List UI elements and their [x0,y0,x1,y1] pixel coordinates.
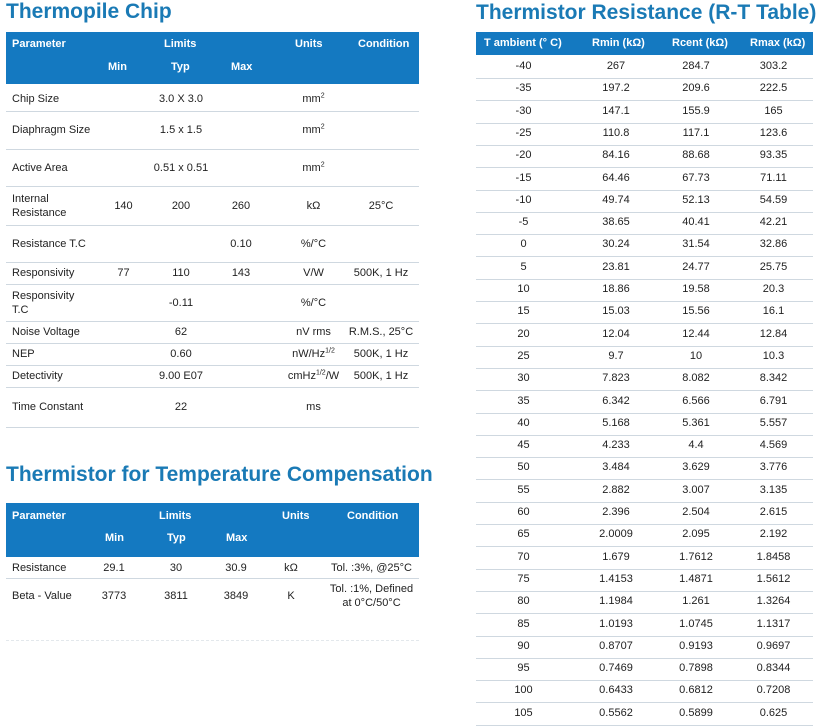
table-row [6,387,419,428]
t-ambient-cell: 30 [517,372,530,385]
table-row [476,480,813,503]
rmin-cell: 9.7 [608,349,624,362]
header-rmin: Rmin (kΩ) [592,37,645,49]
compensation-title: Thermistor for Temperature Compensation [6,463,433,486]
parameter-cell: NEP [12,348,35,360]
rcent-cell: 6.566 [682,394,710,407]
condition-cell: 500K, 1 Hz [353,267,409,279]
rcent-cell: 284.7 [682,60,710,72]
parameter-cell: Time Constant [12,401,84,413]
rmax-cell: 3.776 [759,461,788,474]
rmax-cell: 5.557 [759,416,788,429]
max-cell: 3849 [223,590,249,602]
units-cell: K [287,590,295,602]
rcent-cell: 5.361 [682,416,710,429]
rmin-cell: 30.24 [602,238,630,251]
table-row [476,614,813,637]
rmax-cell: 303.2 [759,60,788,72]
rt-table-header [476,32,813,55]
t-ambient-cell: 15 [517,305,530,318]
rmax-cell: 71.11 [760,171,787,184]
rmin-cell: 147.1 [602,104,630,117]
table-row [476,212,813,235]
table-row [476,658,813,681]
rmax-cell: 4.569 [759,439,788,452]
table-row [476,368,813,391]
rmin-cell: 84.16 [602,149,630,162]
unit-text: mm [302,124,321,136]
rmin-cell: 0.6433 [599,684,633,697]
rmax-cell: 93.35 [759,149,788,162]
rmin-cell: 2.0009 [599,528,633,541]
t-ambient-cell: 10 [517,283,530,295]
rmin-cell: 23.81 [602,260,630,273]
header-rmax: Rmax (kΩ) [750,37,806,49]
header-parameter: Parameter [12,38,66,50]
units-cell [271,199,356,213]
typ-cell: 200 [171,199,191,212]
table-row [476,636,813,659]
rmax-cell: 1.1317 [756,617,791,630]
rcent-cell: 52.13 [682,193,710,206]
typ-cell: 3811 [164,590,188,602]
rcent-cell: 15.56 [682,305,710,318]
condition-cell: R.M.S., 25°C [348,326,414,338]
rcent-cell: 2.504 [682,506,710,518]
header-limits: Limits [164,38,197,50]
rmin-cell: 2.882 [602,483,630,496]
typ-cell: 62 [174,326,188,338]
rmin-cell: 1.0193 [599,617,633,630]
unit-superscript: 1/2 [315,369,326,377]
t-ambient-cell: 100 [514,684,533,697]
units-cell [271,347,356,361]
rmin-cell: 7.823 [602,372,630,385]
table-row [6,343,419,366]
rmin-cell: 2.396 [602,506,630,518]
condition-cell: Tol. :3%, @25°C [331,561,412,574]
table-row [476,257,813,280]
table-row [476,391,813,414]
rcent-cell: 0.7898 [679,662,713,675]
rcent-cell: 1.7612 [679,550,713,563]
units-cell [271,325,356,339]
units-cell: kΩ [284,561,298,574]
typ-cell: 30 [169,561,183,574]
table-row [6,284,419,322]
rt-table-title: Thermistor Resistance (R-T Table) [476,1,817,24]
table-row [476,524,813,547]
table-row [476,457,813,480]
t-ambient-cell: 25 [517,349,530,362]
rmin-cell: 0.8707 [599,639,633,652]
t-ambient-cell: -40 [515,60,532,72]
rmax-cell: 0.7208 [756,684,791,697]
t-ambient-cell: -10 [515,193,532,206]
compensation-table-header [6,503,419,557]
table-row [6,186,419,226]
header-rcent: Rcent (kΩ) [672,37,728,49]
rcent-cell: 12.44 [682,327,710,340]
table-row [476,346,813,369]
rmin-cell: 4.233 [602,439,630,452]
table-row [6,262,419,285]
t-ambient-cell: 35 [517,394,530,407]
rmax-cell: 16.1 [762,305,785,318]
units-cell [271,161,356,175]
rmax-cell: 0.8344 [756,662,791,675]
rmin-cell: 267 [606,60,626,72]
table-row [476,680,813,703]
header-units: Units [282,510,310,522]
units-cell [271,296,356,310]
unit-text: cmHz [287,370,316,382]
parameter-cell: Active Area [12,161,68,174]
rcent-cell: 88.68 [682,149,710,162]
rmax-cell: 1.8458 [756,550,791,563]
header-condition: Condition [358,38,410,50]
rcent-cell: 2.095 [682,528,710,541]
t-ambient-cell: 50 [517,461,530,474]
rcent-cell: 0.6812 [679,684,713,697]
t-ambient-cell: 65 [517,528,530,541]
table-row [6,111,419,150]
parameter-cell: Noise Voltage [12,326,80,338]
rcent-cell: 40.41 [682,216,710,229]
parameter-cell: Chip Size [12,92,60,105]
t-ambient-cell: 75 [517,572,530,585]
rmin-cell: 1.679 [602,550,630,563]
table-row [6,321,419,344]
table-row [476,301,813,324]
parameter-cell: Detectivity [12,370,63,382]
rcent-cell: 67.73 [682,171,710,184]
min-cell: 77 [117,267,130,279]
typ-cell: 3.0 X 3.0 [158,92,204,105]
t-ambient-cell: 20 [517,327,530,340]
rcent-cell: 19.58 [682,283,710,295]
typ-cell: 1.5 x 1.5 [159,124,203,136]
table-row [476,413,813,436]
max-cell: 0.10 [230,237,252,250]
rcent-cell: 1.261 [682,595,710,608]
rmax-cell: 0.9697 [756,639,791,652]
table-row [476,435,813,458]
parameter-cell: Beta - Value [12,590,72,602]
rmax-cell: 123.6 [759,126,788,139]
table-row [476,234,813,257]
header-min: Min [105,532,124,544]
t-ambient-cell: 85 [517,617,530,630]
t-ambient-cell: 55 [517,483,530,496]
rmax-cell: 12.84 [759,327,788,340]
rcent-cell: 3.007 [682,483,710,496]
unit-text: ms [306,401,321,413]
rmax-cell: 42.21 [759,216,788,229]
rcent-cell: 1.0745 [679,617,713,630]
parameter-cell: Resistance T.C [12,237,86,250]
table-row [6,365,419,388]
table-row [476,101,813,124]
t-ambient-cell: 45 [517,439,530,452]
table-row [476,190,813,213]
table-row [476,591,813,614]
rmax-cell: 54.59 [759,193,788,206]
unit-text: nW/Hz [292,348,326,360]
rmin-cell: 15.03 [602,305,630,318]
rmin-cell: 64.46 [602,171,630,184]
header-typ: Typ [171,61,190,73]
rmin-cell: 18.86 [602,283,630,295]
rmax-cell: 0.625 [759,706,788,719]
table-row [476,279,813,302]
header-parameter: Parameter [12,510,66,522]
rmin-cell: 49.74 [602,193,630,206]
thermopile-chip-title: Thermopile Chip [6,0,172,23]
min-cell: 3773 [101,590,127,602]
rcent-cell: 8.082 [682,372,710,385]
rmin-cell: 5.168 [602,416,630,429]
units-cell [271,400,356,414]
rmax-cell: 3.135 [759,483,788,496]
table-row [476,547,813,570]
rmax-cell: 20.3 [762,283,785,295]
header-min: Min [108,61,127,73]
t-ambient-cell: -15 [515,171,532,184]
unit-superscript: 2 [320,123,325,131]
rcent-cell: 0.5899 [679,706,713,719]
table-row [476,703,813,726]
rcent-cell: 155.9 [682,104,710,117]
t-ambient-cell: 60 [517,506,530,518]
t-ambient-cell: 40 [517,416,530,429]
table-row [6,225,419,263]
unit-suffix: /W [325,370,340,382]
condition-cell: 25°C [368,199,394,212]
t-ambient-cell: 90 [517,639,530,652]
t-ambient-cell: 105 [514,706,533,719]
rcent-cell: 31.54 [682,238,710,251]
condition-cell: 500K, 1 Hz [353,370,409,382]
rmin-cell: 0.5562 [599,706,633,719]
table-row [476,502,813,525]
rmax-cell: 222.5 [759,82,788,95]
rmax-cell: 165 [764,104,783,117]
header-units: Units [295,38,323,50]
t-ambient-cell: -20 [515,149,532,162]
parameter-cell: Responsivity [12,267,75,279]
rmin-cell: 0.7469 [599,662,633,675]
unit-text: kΩ [306,199,321,212]
header-condition: Condition [347,510,399,522]
rmin-cell: 197.2 [602,82,630,95]
condition-cell: 500K, 1 Hz [353,348,409,360]
typ-cell: 110 [172,267,190,279]
units-cell [271,369,356,383]
rmax-cell: 10.3 [762,349,785,362]
table-row [476,168,813,191]
table-row [6,149,419,187]
t-ambient-cell: -25 [515,126,532,139]
table-row [6,578,419,614]
t-ambient-cell: -30 [515,104,532,117]
rcent-cell: 3.629 [682,461,710,474]
units-cell [271,92,356,106]
table-row [476,56,813,79]
rmax-cell: 25.75 [759,260,788,273]
rcent-cell: 24.77 [682,260,710,273]
header-max: Max [231,61,253,73]
typ-cell: -0.11 [168,296,194,309]
rmin-cell: 110.8 [602,126,630,139]
rmax-cell: 6.791 [759,394,788,407]
header-limits: Limits [159,510,192,522]
t-ambient-cell: 0 [520,238,527,251]
units-cell [271,237,356,251]
unit-superscript: 2 [320,91,325,99]
t-ambient-cell: -5 [518,216,529,229]
unit-text: %/°C [300,237,327,250]
rmax-cell: 2.192 [759,528,788,541]
header-typ: Typ [167,532,186,544]
rcent-cell: 117.1 [682,126,710,139]
unit-text: mm [302,92,321,105]
condition-cell: Tol. :1%, Defined at 0°C/50°C [329,583,414,609]
rcent-cell: 1.4871 [679,572,713,585]
unit-superscript: 1/2 [325,347,335,355]
unit-text: mm [302,161,321,174]
min-cell: 29.1 [103,561,125,574]
parameter-cell: Resistance [12,561,67,574]
rcent-cell: 209.6 [682,82,710,95]
max-cell: 260 [231,199,251,212]
rmin-cell: 3.484 [602,461,630,474]
rmax-cell: 8.342 [759,372,788,385]
min-cell: 140 [114,199,133,212]
rcent-cell: 10 [689,349,703,362]
max-cell: 30.9 [225,561,247,574]
table-row [476,123,813,146]
rmin-cell: 38.65 [602,216,630,229]
rmax-cell: 1.3264 [756,595,791,608]
parameter-cell: Responsivity T.C [12,289,75,316]
rmax-cell: 1.5612 [756,572,791,585]
header-max: Max [226,532,248,544]
typ-cell: 0.60 [170,348,192,360]
max-cell: 143 [231,267,251,279]
header-t-ambient: T ambient (° C) [484,37,562,49]
rmin-cell: 1.1984 [599,595,633,608]
table-divider [6,640,419,641]
thermopile-table-header [6,32,419,84]
rcent-cell: 4.4 [688,439,704,452]
t-ambient-cell: 5 [520,260,527,273]
table-row [476,78,813,101]
rmax-cell: 32.86 [759,238,788,251]
unit-text: %/°C [300,296,327,309]
t-ambient-cell: -35 [515,82,532,95]
parameter-cell: Diaphragm Size [12,124,91,136]
table-row [6,557,419,579]
unit-text: nV rms [296,326,331,338]
typ-cell: 0.51 x 0.51 [153,161,209,174]
table-row [476,569,813,592]
rcent-cell: 0.9193 [679,639,713,652]
units-cell [271,123,356,137]
table-row [476,324,813,347]
t-ambient-cell: 95 [517,662,530,675]
unit-text: V/W [303,267,324,279]
table-row [6,86,419,112]
rmin-cell: 1.4153 [599,572,633,585]
typ-cell: 22 [174,401,188,413]
rmin-cell: 6.342 [602,394,630,407]
unit-superscript: 2 [320,160,325,168]
t-ambient-cell: 70 [517,550,530,563]
typ-cell: 9.00 E07 [158,370,204,382]
t-ambient-cell: 80 [517,595,530,608]
rmin-cell: 12.04 [602,327,630,340]
rmax-cell: 2.615 [759,506,788,518]
parameter-cell: Internal Resistance [12,192,67,219]
units-cell [271,266,356,280]
table-row [476,145,813,168]
